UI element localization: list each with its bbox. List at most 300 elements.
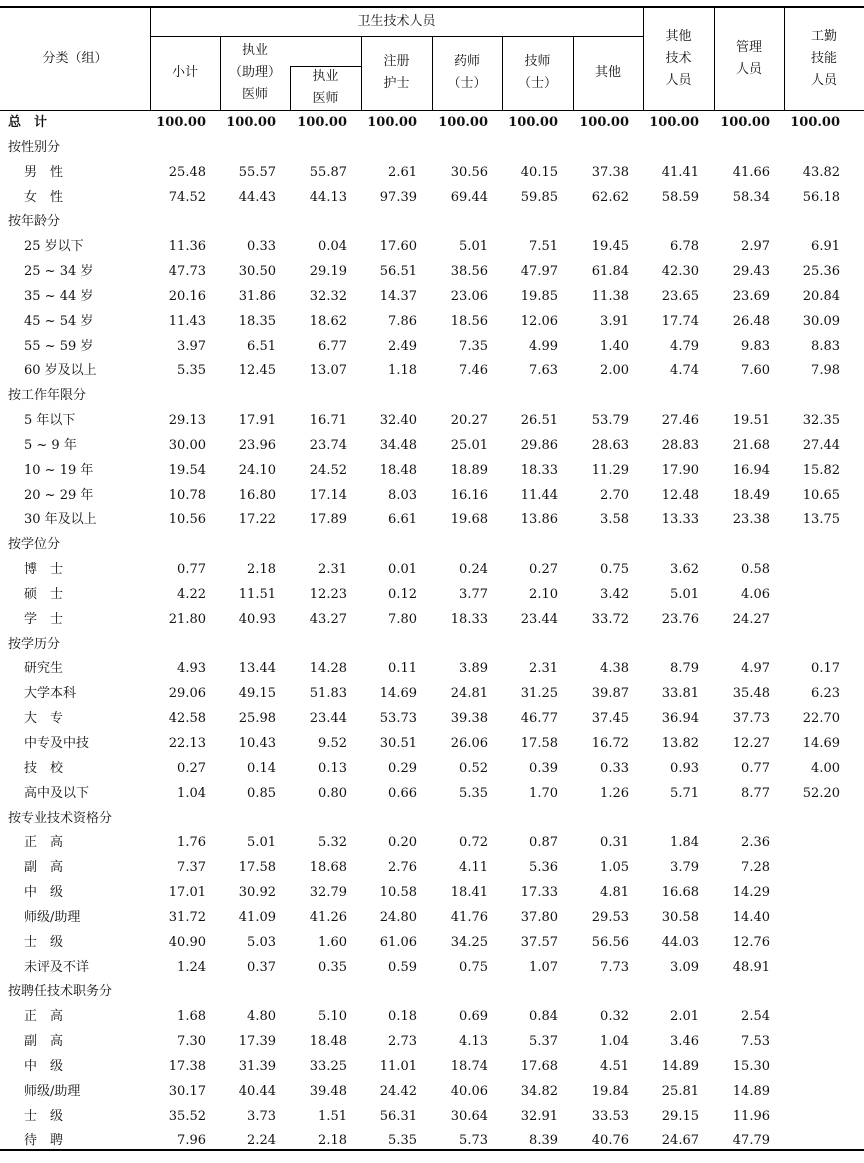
- row-label: 师级/助理: [24, 909, 81, 925]
- cell-technician: 32.91: [520, 1108, 558, 1124]
- cell-worker: [776, 1105, 840, 1130]
- cell-technician: 40.15: [520, 164, 558, 180]
- cell-admin: 15.30: [732, 1058, 770, 1074]
- cell-other: 39.87: [591, 686, 629, 702]
- cell-technician: 59.85: [520, 189, 558, 205]
- cell-practicing-assistant: 6.51: [247, 338, 276, 354]
- cell-practicing: 6.77: [318, 338, 347, 354]
- table-row: [0, 757, 864, 782]
- cell-nurse: 14.37: [379, 288, 417, 304]
- cell-worker: 13.75: [802, 512, 840, 528]
- cell-other-tech: 6.78: [670, 239, 699, 255]
- cell-practicing-assistant: 0.37: [247, 959, 276, 975]
- cell-other-tech: 23.76: [661, 611, 699, 627]
- cell-admin: 4.06: [741, 586, 770, 602]
- section-label: 按聘任技术职务分: [8, 984, 113, 1000]
- cell-subtotal: 4.93: [177, 661, 206, 677]
- table-row: [0, 782, 864, 807]
- cell-admin: 35.48: [732, 686, 770, 702]
- cell-other-tech: 36.94: [661, 711, 699, 727]
- cell-practicing: 18.62: [309, 313, 347, 329]
- table-row: [0, 1105, 864, 1130]
- cell-nurse: 100.00: [367, 115, 417, 130]
- cell-nurse: 8.03: [388, 487, 417, 503]
- registered-nurse-header: 注册 护士: [383, 54, 410, 91]
- cell-technician: 11.44: [520, 487, 558, 503]
- row-label: 士 级: [24, 1108, 64, 1124]
- cell-subtotal: 30.00: [168, 437, 206, 453]
- cell-worker: 32.35: [802, 413, 840, 429]
- row-label: 师级/助理: [24, 1083, 81, 1099]
- cell-worker: 43.82: [802, 164, 840, 180]
- cell-practicing: 55.87: [309, 164, 347, 180]
- cell-practicing: 17.89: [309, 512, 347, 528]
- cell-practicing: 12.23: [309, 586, 347, 602]
- section-row: [0, 980, 864, 1005]
- table-row: [0, 1055, 864, 1080]
- cell-pharmacist: 0.69: [459, 1009, 488, 1025]
- cell-technician: 13.86: [520, 512, 558, 528]
- cell-practicing-assistant: 17.91: [238, 413, 276, 429]
- section-label: 按性别分: [8, 139, 61, 155]
- cell-practicing-assistant: 18.35: [238, 313, 276, 329]
- section-row: [0, 136, 864, 161]
- cell-nurse: 10.58: [379, 885, 417, 901]
- table-row: [0, 608, 864, 633]
- cell-practicing-assistant: 4.80: [247, 1009, 276, 1025]
- cell-technician: 12.06: [520, 313, 558, 329]
- cell-pharmacist: 18.33: [450, 611, 488, 627]
- cell-practicing: 2.31: [318, 562, 347, 578]
- table-row: [0, 409, 864, 434]
- table-row: [0, 1080, 864, 1105]
- cell-practicing-assistant: 2.18: [247, 562, 276, 578]
- cell-subtotal: 17.01: [168, 885, 206, 901]
- table-row: [0, 1129, 864, 1154]
- cell-pharmacist: 24.81: [450, 686, 488, 702]
- cell-practicing-assistant: 16.80: [238, 487, 276, 503]
- cell-practicing: 43.27: [309, 611, 347, 627]
- cell-other-tech: 3.09: [670, 959, 699, 975]
- cell-practicing-assistant: 11.51: [238, 586, 276, 602]
- cell-worker: [776, 881, 840, 906]
- cell-other-tech: 33.81: [661, 686, 699, 702]
- row-label: 男 性: [24, 164, 64, 180]
- cell-admin: 4.97: [741, 661, 770, 677]
- cell-admin: 47.79: [732, 1133, 770, 1149]
- cell-other-tech: 25.81: [661, 1083, 699, 1099]
- cell-other: 100.00: [579, 115, 629, 130]
- table-row: [0, 186, 864, 211]
- cell-subtotal: 20.16: [168, 288, 206, 304]
- cell-subtotal: 7.96: [177, 1133, 206, 1149]
- cell-subtotal: 47.73: [168, 264, 206, 280]
- cell-technician: 31.25: [520, 686, 558, 702]
- cell-nurse: 56.51: [379, 264, 417, 280]
- cell-other: 1.40: [600, 338, 629, 354]
- cell-pharmacist: 5.73: [459, 1133, 488, 1149]
- row-label: 士 级: [24, 934, 64, 950]
- cell-pharmacist: 26.06: [450, 736, 488, 751]
- cell-practicing-assistant: 44.43: [238, 189, 276, 205]
- table-row: [0, 260, 864, 285]
- cell-nurse: 32.40: [379, 413, 417, 429]
- cell-subtotal: 29.06: [168, 686, 206, 702]
- cell-technician: 0.27: [529, 562, 558, 578]
- cell-technician: 23.44: [520, 611, 558, 627]
- row-label: 正 高: [24, 1009, 64, 1025]
- cell-practicing-assistant: 17.58: [238, 860, 276, 876]
- cell-practicing-assistant: 0.85: [247, 785, 276, 801]
- practicing-physician-header: 执业 医师: [312, 69, 339, 106]
- cell-subtotal: 11.43: [168, 313, 206, 329]
- cell-pharmacist: 4.13: [459, 1034, 488, 1050]
- cell-worker: 20.84: [802, 288, 840, 304]
- table-row: [0, 484, 864, 509]
- cell-pharmacist: 34.25: [450, 934, 488, 950]
- cell-worker: 30.09: [802, 313, 840, 329]
- cell-other-tech: 17.74: [661, 313, 699, 329]
- cell-nurse: 1.18: [388, 363, 417, 379]
- cell-subtotal: 7.37: [177, 860, 206, 876]
- cell-other: 53.79: [591, 413, 629, 429]
- cell-technician: 8.39: [529, 1133, 558, 1149]
- cell-practicing-assistant: 13.44: [238, 661, 276, 677]
- table-row: [0, 359, 864, 384]
- table-row: [0, 558, 864, 583]
- cell-worker: [776, 1030, 840, 1055]
- cell-admin: 41.66: [732, 164, 770, 180]
- cell-pharmacist: 0.52: [459, 760, 488, 776]
- cell-other: 4.51: [600, 1058, 629, 1074]
- cell-nurse: 2.49: [388, 338, 417, 354]
- cell-nurse: 2.76: [388, 860, 417, 876]
- row-label: 高中及以下: [24, 785, 90, 801]
- cell-practicing: 5.32: [318, 835, 347, 851]
- cell-practicing: 41.26: [309, 909, 347, 925]
- section-row: [0, 807, 864, 832]
- cell-subtotal: 25.48: [168, 164, 206, 180]
- cell-practicing-assistant: 3.73: [247, 1108, 276, 1124]
- row-label: 55 ~ 59 岁: [24, 338, 94, 354]
- cell-admin: 14.40: [732, 909, 770, 925]
- cell-nurse: 0.01: [388, 562, 417, 578]
- cell-practicing-assistant: 41.09: [238, 909, 276, 925]
- cell-practicing-assistant: 31.39: [238, 1058, 276, 1074]
- row-label: 5 ~ 9 年: [24, 437, 77, 453]
- cell-nurse: 6.61: [388, 512, 417, 528]
- cell-worker: 25.36: [802, 264, 840, 280]
- cell-other: 1.04: [600, 1034, 629, 1050]
- row-label: 中 级: [24, 1058, 64, 1074]
- cell-nurse: 14.69: [379, 686, 417, 702]
- cell-worker: [776, 608, 840, 633]
- cell-other-tech: 17.90: [661, 462, 699, 478]
- category-header: 分类（组）: [42, 50, 108, 66]
- row-label: 硕 士: [24, 586, 64, 602]
- cell-other: 19.84: [591, 1083, 629, 1099]
- row-label: 待 聘: [24, 1133, 64, 1149]
- cell-other-tech: 100.00: [649, 115, 699, 130]
- cell-nurse: 0.66: [388, 785, 417, 801]
- cell-pharmacist: 30.64: [450, 1108, 488, 1124]
- cell-pharmacist: 40.06: [450, 1083, 488, 1099]
- row-label: 25 岁以下: [24, 239, 84, 255]
- cell-technician: 7.63: [529, 363, 558, 379]
- cell-pharmacist: 19.68: [450, 512, 488, 528]
- cell-nurse: 17.60: [379, 239, 417, 255]
- cell-technician: 5.37: [529, 1034, 558, 1050]
- cell-worker: [776, 956, 840, 981]
- cell-nurse: 2.61: [388, 164, 417, 180]
- cell-practicing: 18.48: [309, 1034, 347, 1050]
- cell-subtotal: 22.13: [168, 736, 206, 751]
- table-row: [0, 881, 864, 906]
- table-row: [0, 906, 864, 931]
- cell-other: 62.62: [591, 189, 629, 205]
- cell-practicing: 100.00: [297, 115, 347, 130]
- cell-pharmacist: 7.46: [459, 363, 488, 379]
- practicing-assistant-physician-header: 执业 （助理） 医师: [228, 43, 281, 102]
- cell-admin: 2.97: [741, 239, 770, 255]
- cell-other-tech: 4.79: [670, 338, 699, 354]
- cell-admin: 7.60: [741, 363, 770, 379]
- cell-pharmacist: 3.89: [459, 661, 488, 677]
- cell-practicing: 16.71: [309, 413, 347, 429]
- cell-pharmacist: 0.72: [459, 835, 488, 851]
- cell-practicing-assistant: 17.39: [238, 1034, 276, 1050]
- cell-other: 3.42: [600, 586, 629, 602]
- section-label: 按学位分: [8, 537, 61, 553]
- row-label: 研究生: [24, 661, 64, 677]
- cell-practicing: 51.83: [309, 686, 347, 702]
- cell-other-tech: 5.01: [670, 586, 699, 602]
- row-label: 学 士: [24, 611, 64, 627]
- table-row: [0, 161, 864, 186]
- cell-other: 61.84: [591, 264, 629, 280]
- cell-practicing: 23.44: [309, 711, 347, 727]
- cell-other: 11.29: [591, 462, 629, 478]
- cell-subtotal: 0.27: [177, 760, 206, 776]
- subtotal-header: 小计: [171, 65, 198, 80]
- cell-technician: 17.68: [520, 1058, 558, 1074]
- table-row: [0, 583, 864, 608]
- cell-other: 4.81: [600, 885, 629, 901]
- cell-nurse: 61.06: [379, 934, 417, 950]
- cell-worker: 6.23: [811, 686, 840, 702]
- cell-practicing-assistant: 30.50: [238, 264, 276, 280]
- cell-practicing: 0.04: [318, 239, 347, 255]
- cell-technician: 47.97: [520, 264, 558, 280]
- cell-other: 2.00: [600, 363, 629, 379]
- row-label: 副 高: [24, 1034, 64, 1050]
- cell-worker: 14.69: [802, 736, 840, 751]
- cell-worker: 100.00: [790, 115, 840, 130]
- row-label: 副 高: [24, 860, 64, 876]
- cell-other: 56.56: [591, 934, 629, 950]
- cell-other-tech: 16.68: [661, 885, 699, 901]
- section-label: 按专业技术资格分: [8, 810, 113, 826]
- cell-technician: 17.33: [520, 885, 558, 901]
- cell-practicing: 5.10: [318, 1009, 347, 1025]
- cell-admin: 2.36: [741, 835, 770, 851]
- worker-staff-header: 工勤 技能 人员: [810, 28, 837, 88]
- cell-practicing-assistant: 23.96: [238, 437, 276, 453]
- cell-worker: 0.17: [811, 661, 840, 677]
- table-row: [0, 335, 864, 360]
- cell-nurse: 5.35: [388, 1133, 417, 1149]
- cell-other-tech: 1.84: [670, 835, 699, 851]
- cell-practicing-assistant: 2.24: [247, 1133, 276, 1149]
- cell-admin: 29.43: [732, 264, 770, 280]
- cell-other: 28.63: [591, 437, 629, 453]
- cell-nurse: 11.01: [379, 1058, 417, 1074]
- cell-practicing: 29.19: [309, 264, 347, 280]
- row-label: 总 计: [8, 115, 48, 130]
- section-row: [0, 384, 864, 409]
- cell-subtotal: 5.35: [177, 363, 206, 379]
- cell-nurse: 30.51: [379, 736, 417, 751]
- cell-pharmacist: 18.74: [450, 1058, 488, 1074]
- row-label: 正 高: [24, 835, 64, 851]
- cell-practicing-assistant: 30.92: [238, 885, 276, 901]
- cell-admin: 7.53: [741, 1034, 770, 1050]
- cell-worker: [776, 1080, 840, 1105]
- cell-other: 3.91: [600, 313, 629, 329]
- cell-practicing-assistant: 100.00: [226, 115, 276, 130]
- row-label: 未评及不详: [24, 959, 90, 975]
- cell-worker: [776, 906, 840, 931]
- cell-pharmacist: 100.00: [438, 115, 488, 130]
- cell-admin: 16.94: [732, 462, 770, 478]
- row-label: 25 ~ 34 岁: [24, 264, 94, 280]
- cell-admin: 0.77: [741, 760, 770, 776]
- table-row: [0, 1005, 864, 1030]
- cell-other-tech: 30.58: [661, 909, 699, 925]
- cell-nurse: 2.73: [388, 1034, 417, 1050]
- cell-other-tech: 0.93: [670, 760, 699, 776]
- row-label: 30 年及以上: [24, 512, 97, 528]
- cell-other-tech: 29.15: [661, 1108, 699, 1124]
- cell-technician: 37.80: [520, 909, 558, 925]
- table-row: [0, 285, 864, 310]
- row-label: 60 岁及以上: [24, 363, 97, 379]
- cell-practicing: 32.79: [309, 885, 347, 901]
- cell-practicing-assistant: 49.15: [238, 686, 276, 702]
- cell-other-tech: 8.79: [670, 661, 699, 677]
- cell-pharmacist: 0.75: [459, 959, 488, 975]
- cell-nurse: 53.73: [379, 711, 417, 727]
- cell-admin: 14.89: [732, 1083, 770, 1099]
- cell-admin: 9.83: [741, 338, 770, 354]
- table-row: [0, 856, 864, 881]
- cell-other: 1.05: [600, 860, 629, 876]
- cell-practicing: 39.48: [309, 1083, 347, 1099]
- cell-pharmacist: 4.11: [459, 860, 488, 876]
- cell-other-tech: 44.03: [661, 934, 699, 950]
- cell-worker: 56.18: [802, 189, 840, 205]
- row-label: 大 专: [24, 711, 64, 727]
- cell-worker: 22.70: [802, 711, 840, 727]
- cell-admin: 0.58: [741, 562, 770, 578]
- cell-practicing-assistant: 55.57: [238, 164, 276, 180]
- cell-pharmacist: 69.44: [450, 189, 488, 205]
- cell-subtotal: 11.36: [168, 239, 206, 255]
- cell-other: 4.38: [600, 661, 629, 677]
- cell-technician: 46.77: [520, 711, 558, 727]
- cell-other-tech: 2.01: [670, 1009, 699, 1025]
- cell-practicing: 9.52: [318, 736, 347, 751]
- cell-other: 33.72: [591, 611, 629, 627]
- cell-other-tech: 3.62: [670, 562, 699, 578]
- cell-other: 1.26: [600, 785, 629, 801]
- cell-subtotal: 21.80: [168, 611, 206, 627]
- section-row: [0, 210, 864, 235]
- row-label: 5 年以下: [24, 413, 76, 429]
- cell-worker: [776, 831, 840, 856]
- cell-pharmacist: 5.01: [459, 239, 488, 255]
- cell-pharmacist: 5.35: [459, 785, 488, 801]
- cell-admin: 8.77: [741, 785, 770, 801]
- cell-pharmacist: 7.35: [459, 338, 488, 354]
- cell-practicing: 24.52: [309, 462, 347, 478]
- cell-practicing-assistant: 24.10: [238, 462, 276, 478]
- cell-other: 37.38: [591, 164, 629, 180]
- cell-subtotal: 1.04: [177, 785, 206, 801]
- cell-practicing-assistant: 17.22: [238, 512, 276, 528]
- cell-technician: 0.39: [529, 760, 558, 776]
- pharmacist-header: 药师 （士）: [447, 54, 487, 91]
- cell-pharmacist: 23.06: [450, 288, 488, 304]
- cell-practicing: 1.51: [318, 1108, 347, 1124]
- cell-practicing-assistant: 40.44: [238, 1083, 276, 1099]
- admin-staff-header: 管理 人员: [735, 39, 762, 77]
- cell-technician: 0.87: [529, 835, 558, 851]
- cell-practicing: 2.18: [318, 1133, 347, 1149]
- cell-admin: 26.48: [732, 313, 770, 329]
- cell-subtotal: 7.30: [177, 1034, 206, 1050]
- cell-other-tech: 27.46: [661, 413, 699, 429]
- cell-worker: 52.20: [802, 785, 840, 801]
- total-row: [0, 111, 864, 136]
- cell-nurse: 0.59: [388, 959, 417, 975]
- cell-pharmacist: 3.77: [459, 586, 488, 602]
- cell-worker: [776, 583, 840, 608]
- cell-subtotal: 42.58: [168, 711, 206, 727]
- cell-practicing: 14.28: [309, 661, 347, 677]
- table-row: [0, 831, 864, 856]
- cell-subtotal: 17.38: [168, 1058, 206, 1074]
- cell-worker: [776, 1129, 840, 1154]
- cell-other-tech: 4.74: [670, 363, 699, 379]
- cell-admin: 48.91: [732, 959, 770, 975]
- cell-nurse: 7.80: [388, 611, 417, 627]
- other-tech-staff-header: 其他 技术 人员: [665, 28, 692, 88]
- cell-practicing-assistant: 25.98: [238, 711, 276, 727]
- cell-technician: 19.85: [520, 288, 558, 304]
- table-row: [0, 508, 864, 533]
- section-row: [0, 633, 864, 658]
- cell-technician: 17.58: [520, 736, 558, 751]
- cell-other: 0.31: [600, 835, 629, 851]
- cell-pharmacist: 16.16: [450, 487, 488, 503]
- cell-worker: [776, 1005, 840, 1030]
- cell-admin: 23.38: [732, 512, 770, 528]
- cell-technician: 18.33: [520, 462, 558, 478]
- section-label: 按学历分: [8, 636, 61, 652]
- cell-practicing: 18.68: [309, 860, 347, 876]
- cell-other: 2.70: [600, 487, 629, 503]
